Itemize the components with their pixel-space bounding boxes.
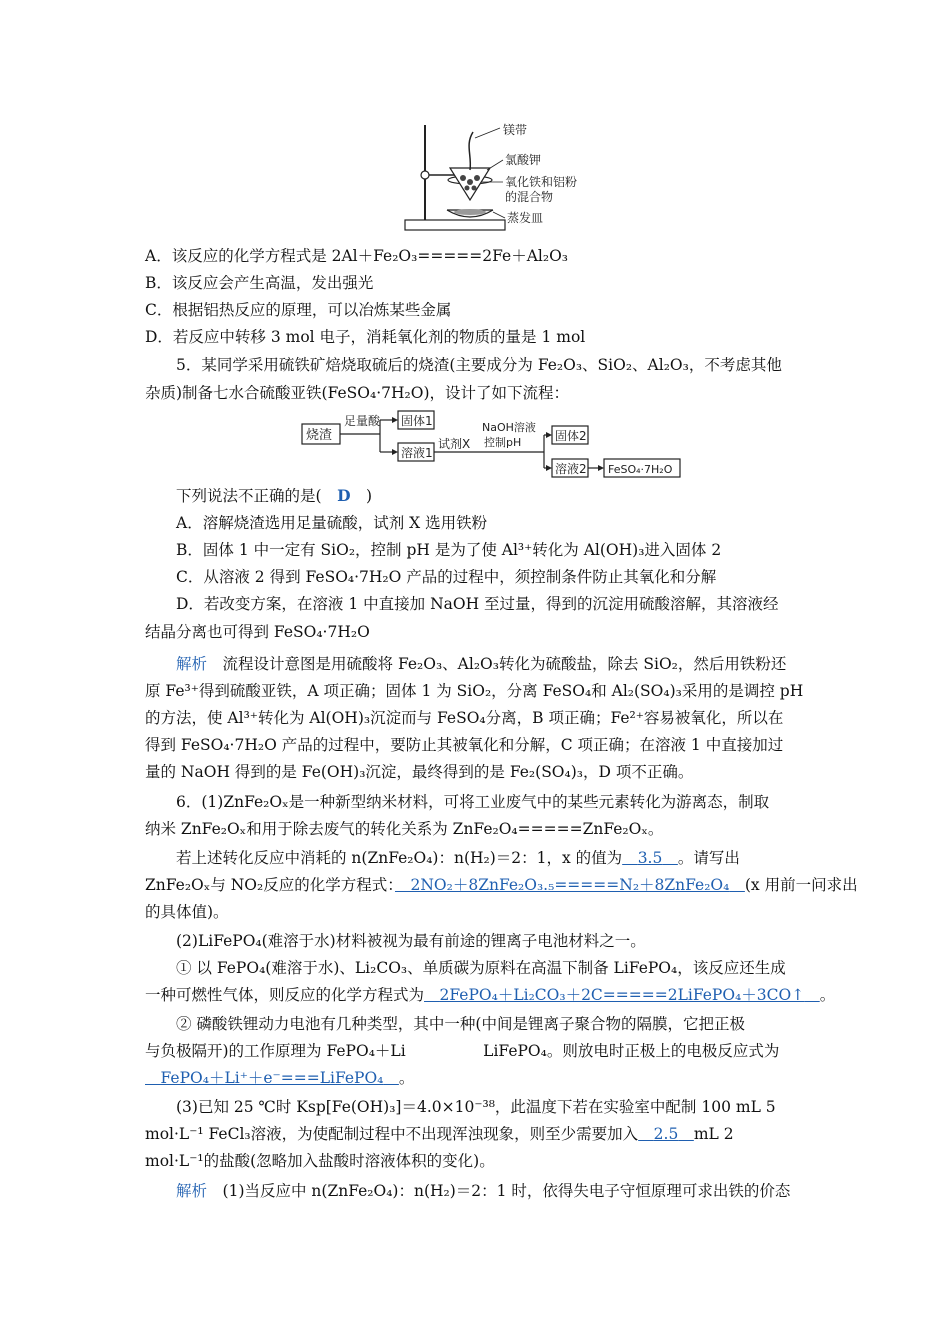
q5-stem-line2: 杂质)制备七水合硫酸亚铁(FeSO₄·7H₂O)，设计了如下流程： <box>145 384 569 402</box>
q5-option-c: C．从溶液 2 得到 FeSO₄·7H₂O 产品的过程中，须控制条件防止其氧化和分解 <box>176 568 717 586</box>
label-potassium-chlorate: 氯酸钾 <box>505 153 542 167</box>
q5-option-a: A．溶解烧渣选用足量硫酸，试剂 X 选用铁粉 <box>176 514 488 532</box>
flow-arrow3-label-a: NaOH溶液 <box>482 421 536 434</box>
q6-part3-line2: mol·L⁻¹ FeCl₃溶液，为使配制过程中不出现浑浊现象，则至少需要加入 2.5 mL 2 <box>145 1125 734 1143</box>
q4-option-c: C．根据铝热反应的原理，可以冶炼某些金属 <box>145 301 452 319</box>
q4-option-b: B．该反应会产生高温，发出强光 <box>145 274 374 292</box>
q6-part2-item2-line3: FePO₄＋Li⁺＋e⁻===LiFePO₄ 。 <box>145 1068 414 1088</box>
q6-answer-lifepo4-equation: 2FePO₄＋Li₂CO₃＋2C=====2LiFePO₄＋3CO↑ <box>439 986 805 1004</box>
q6-part3-line3: mol·L⁻¹的盐酸(忽略加入盐酸时溶液体积的变化)。 <box>145 1152 495 1170</box>
q4-option-a: A．该反应的化学方程式是 2Al＋Fe₂O₃=====2Fe＋Al₂O₃ <box>145 247 569 265</box>
q6-part1-note: 的具体值)。 <box>145 903 229 921</box>
flow-solution2-box: 溶液2 <box>555 462 587 476</box>
q6-part2-item1-line2: 一种可燃性气体，则反应的化学方程式为 2FePO₄＋Li₂CO₃＋2C=====2LiFePO₄＋3CO↑ 。 <box>145 986 836 1004</box>
label-mixture-line1: 氧化铁和铝粉 <box>505 175 578 189</box>
q6-part3-line1: (3)已知 25 ℃时 Ksp[Fe(OH)₃]＝4.0×10⁻³⁸，此温度下若在实验室中配制 100 mL 5 <box>176 1098 776 1116</box>
q6-answer-hcl-volume: 2.5 <box>653 1125 679 1143</box>
q5-option-b: B．固体 1 中一定有 SiO₂，控制 pH 是为了使 Al³⁺转化为 Al(OH)₃进入固体 2 <box>176 541 722 559</box>
q5-analysis-label: 解析 <box>176 655 208 673</box>
q6-part2-item2-line2: 与负极隔开)的工作原理为 FePO₄＋Li LiFePO₄。则放电时正极上的电极反应式为 <box>145 1042 780 1060</box>
q5-analysis-line5: 量的 NaOH 得到的是 Fe(OH)₃沉淀，最终得到的是 Fe₂(SO₄)₃，D 项不正确。 <box>145 763 694 781</box>
q4-option-d: D．若反应中转移 3 mol 电子，消耗氧化剂的物质的量是 1 mol <box>145 328 586 346</box>
thermite-apparatus-figure <box>395 120 605 235</box>
flow-start-box: 烧渣 <box>306 428 333 443</box>
flow-solution1-box: 溶液1 <box>401 446 433 460</box>
flow-arrow1-label: 足量酸 <box>344 414 381 428</box>
q5-option-d-line1: D．若改变方案，在溶液 1 中直接加 NaOH 至过量，得到的沉淀用硫酸溶解，其溶液经 <box>176 595 779 613</box>
q5-analysis-line3: 的方法，使 Al³⁺转化为 Al(OH)₃沉淀而与 FeSO₄分离，B 项正确；Fe²⁺容易被氧化，所以在 <box>145 709 784 727</box>
flow-solid2-box: 固体2 <box>555 429 587 443</box>
q6-part2-item2-line1: ② 磷酸铁锂动力电池有几种类型，其中一种(中间是锂离子聚合物的隔膜，它把正极 <box>176 1015 745 1033</box>
q6-analysis-label: 解析 <box>176 1182 208 1200</box>
q6-part2-intro: (2)LiFePO₄(难溶于水)材料被视为最有前途的锂离子电池材料之一。 <box>176 932 646 950</box>
label-mixture-line2: 的混合物 <box>505 190 554 204</box>
q6-part1-equation: ZnFe₂Oₓ与 NO₂反应的化学方程式： 2NO₂＋8ZnFe₂O₃.₅=====N₂＋8ZnFe₂O₄ (x 用前一问求出 <box>145 876 858 894</box>
q5-answer: D <box>337 486 351 505</box>
q6-analysis-line1: 解析 (1)当反应中 n(ZnFe₂O₄)：n(H₂)＝2：1 时，依得失电子守恒原理可求出铁的价态 <box>176 1182 791 1200</box>
q6-part1-line1: 6．(1)ZnFe₂Oₓ是一种新型纳米材料，可将工业废气中的某些元素转化为游离态，制取 <box>176 793 770 811</box>
label-evaporating-dish: 蒸发皿 <box>507 211 544 225</box>
flow-solid1-box: 固体1 <box>401 414 433 428</box>
q5-stem-line1: 5．某同学采用硫铁矿焙烧取硫后的烧渣(主要成分为 Fe₂O₃、SiO₂、Al₂O₃，不考虑其他 <box>176 356 782 374</box>
q5-analysis-line4: 得到 FeSO₄·7H₂O 产品的过程中，要防止其被氧化和分解，C 项正确；在溶液 1 中直接加过 <box>145 736 784 754</box>
q6-answer-no2-equation: 2NO₂＋8ZnFe₂O₃.₅=====N₂＋8ZnFe₂O₄ <box>410 876 730 894</box>
flow-arrow2-label: 试剂X <box>438 437 471 451</box>
q6-answer-cathode-reaction: FePO₄＋Li⁺＋e⁻===LiFePO₄ <box>160 1069 384 1087</box>
q5-option-d-line2: 结晶分离也可得到 FeSO₄·7H₂O <box>145 623 370 641</box>
q5-analysis-line1: 解析 流程设计意图是用硫酸将 Fe₂O₃、Al₂O₃转化为硫酸盐，除去 SiO₂，然后用铁粉还 <box>176 655 787 673</box>
q6-part2-item1-line1: ① 以 FePO₄(难溶于水)、Li₂CO₃、单质碳为原料在高温下制备 LiFePO₄，该反应还生成 <box>176 959 786 977</box>
q6-part1-line2: 纳米 ZnFe₂Oₓ和用于除去废气的转化关系为 ZnFe₂O₄=====ZnFe₂Oₓ。 <box>145 820 664 838</box>
flow-product-box: FeSO₄·7H₂O <box>608 463 673 476</box>
label-magnesium-strip: 镁带 <box>503 123 528 137</box>
q6-part1-question: 若上述转化反应中消耗的 n(ZnFe₂O₄)：n(H₂)＝2：1，x 的值为 3.5 。请写出 <box>176 849 740 867</box>
q5-analysis-line2: 原 Fe³⁺得到硫酸亚铁，A 项正确；固体 1 为 SiO₂，分离 FeSO₄和 Al₂(SO₄)₃采用的是调控 pH <box>145 682 804 700</box>
q6-answer-x: 3.5 <box>637 849 663 867</box>
q5-flow-diagram <box>300 410 700 482</box>
q5-question: 下列说法不正确的是( D ) <box>176 486 373 505</box>
flow-arrow3-label-b: 控制pH <box>484 436 522 449</box>
